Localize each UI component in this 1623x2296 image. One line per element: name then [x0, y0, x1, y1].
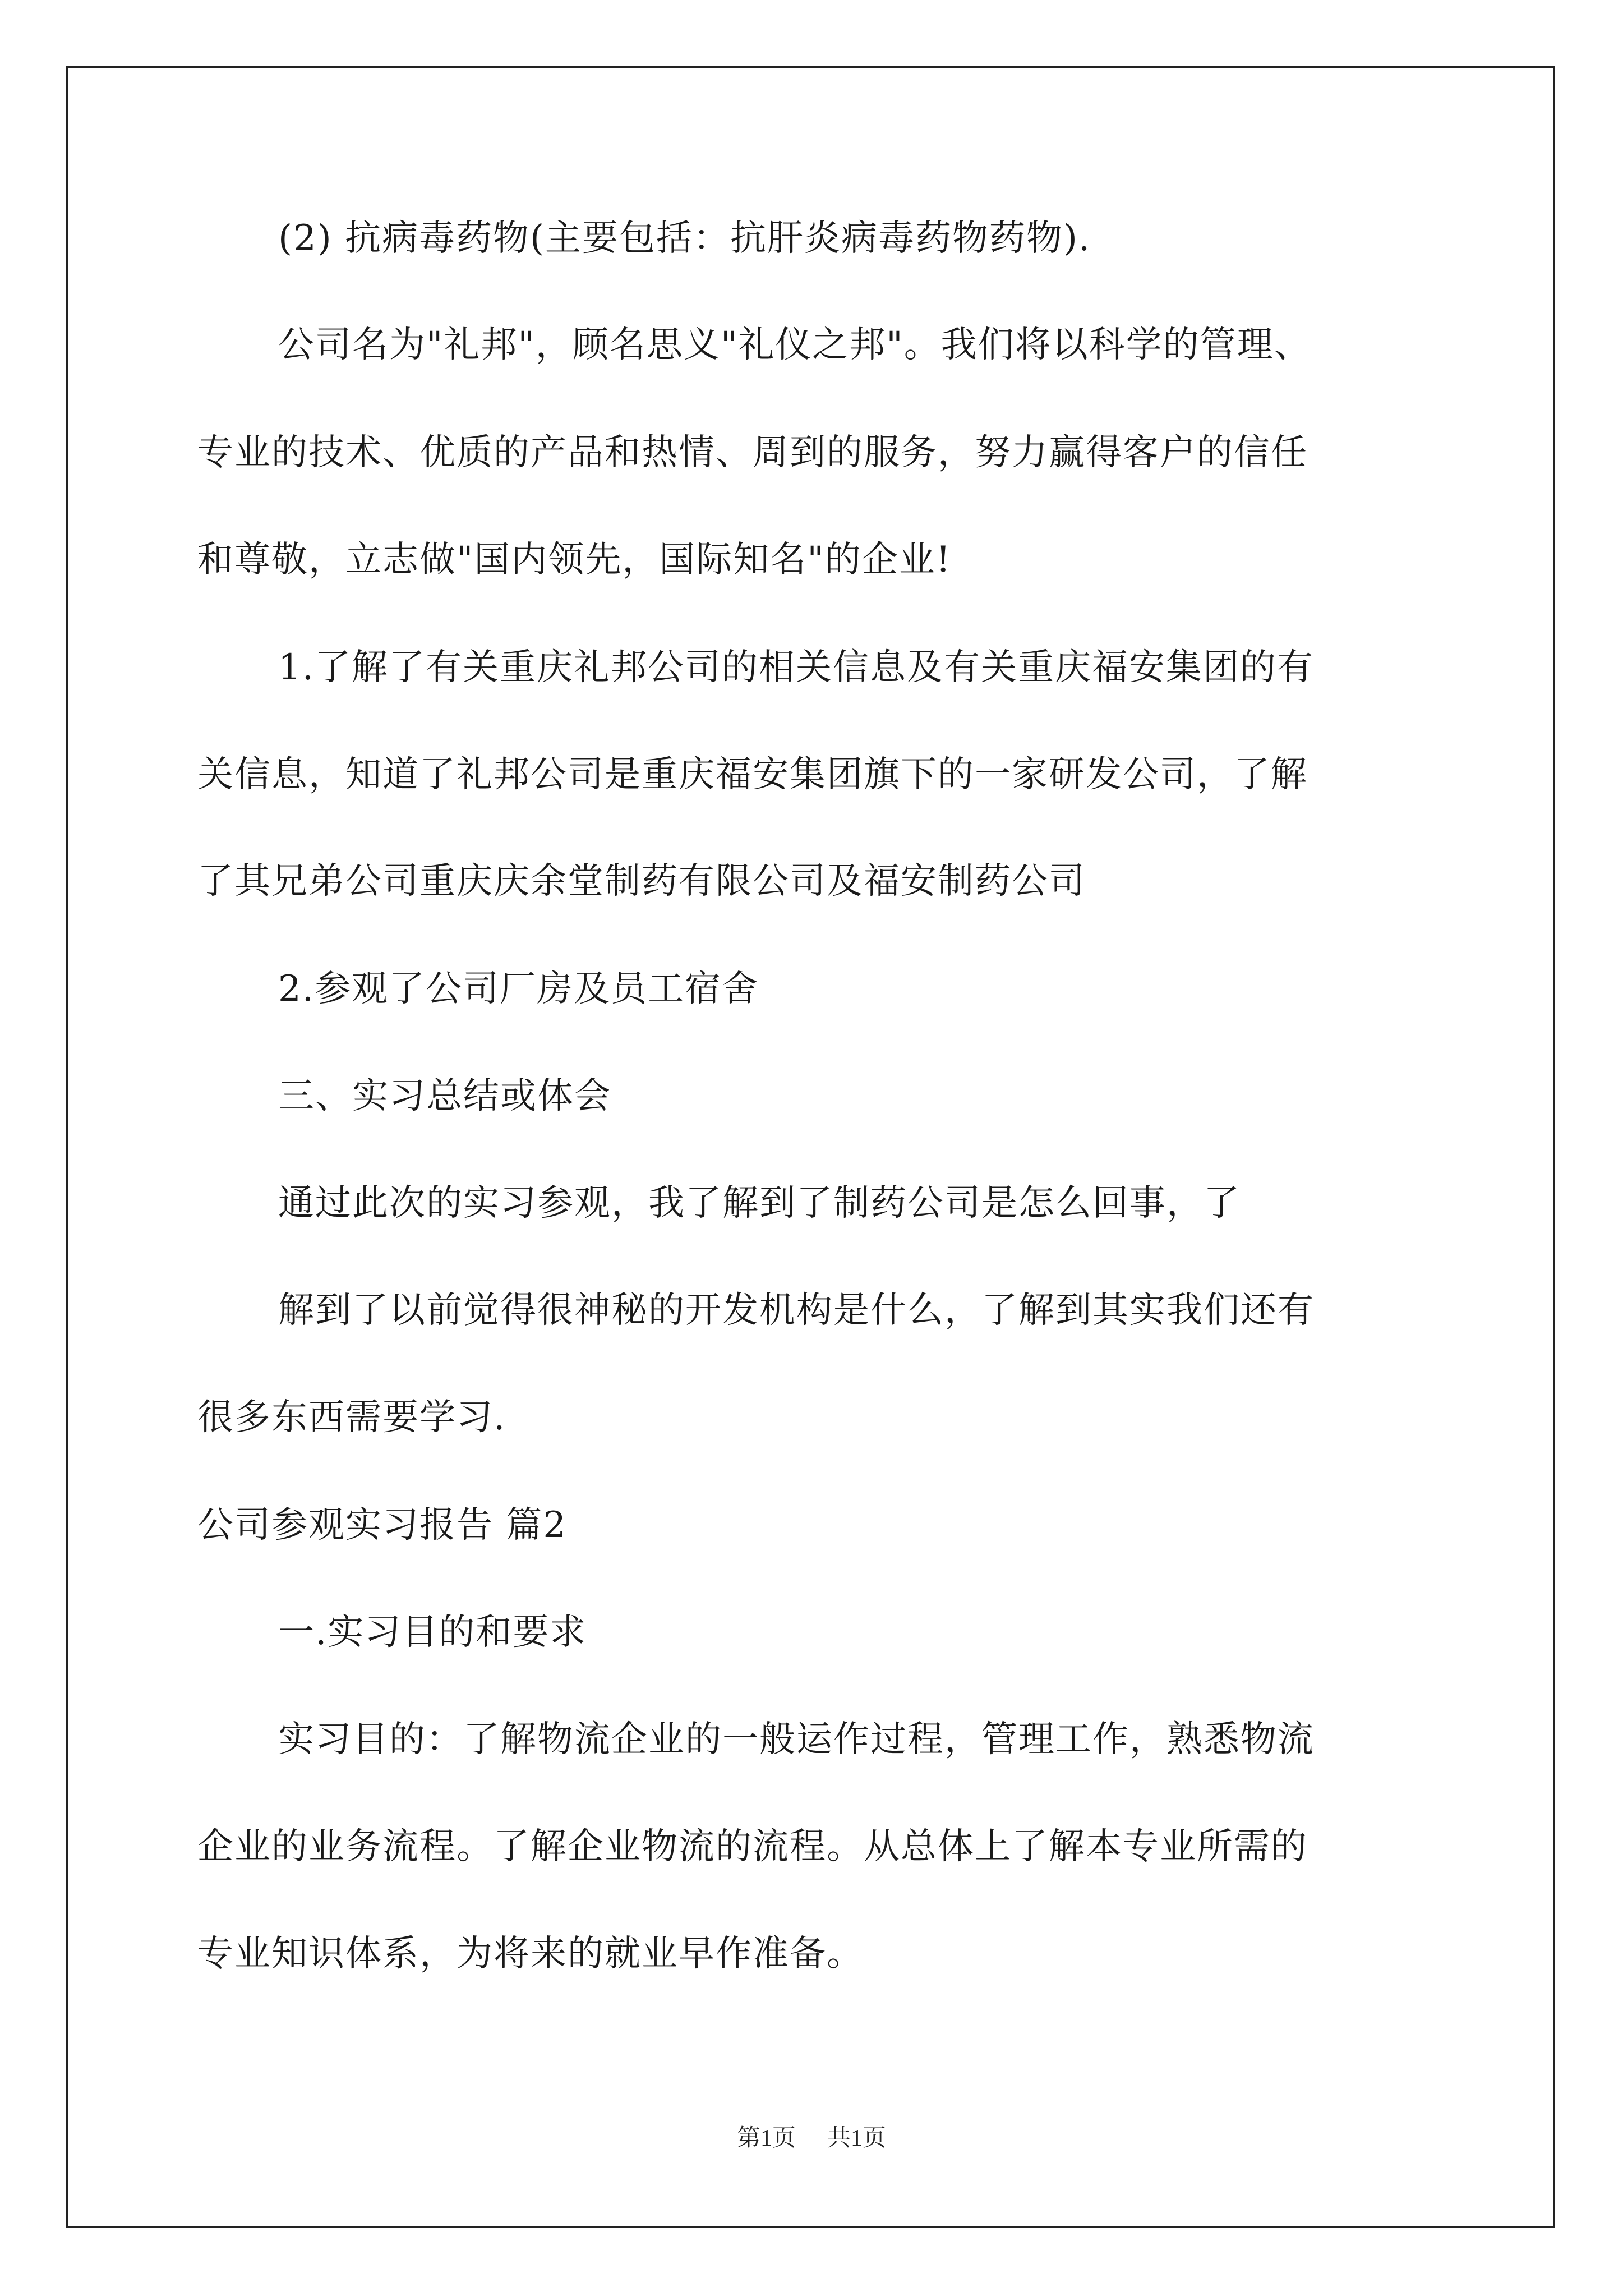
section-heading: 一.实习目的和要求 — [278, 1612, 587, 1653]
paragraph-line: 了其兄弟公司重庆庆余堂制药有限公司及福安制药公司 — [197, 861, 1086, 902]
paragraph-line: 2.参观了公司厂房及员工宿舍 — [278, 968, 759, 1010]
section-heading: 三、实习总结或体会 — [278, 1075, 611, 1117]
page-footer — [0, 2119, 1623, 2153]
paragraph-line: 专业的技术、优质的产品和热情、周到的服务，努力赢得客户的信任 — [197, 432, 1308, 473]
page-total: 共1页 — [827, 2125, 887, 2151]
paragraph-line: 企业的业务流程。了解企业物流的流程。从总体上了解本专业所需的 — [197, 1826, 1308, 1867]
paragraph-line: 公司名为"礼邦"，顾名思义"礼仪之邦"。我们将以科学的管理、 — [278, 324, 1311, 366]
article-heading: 公司参观实习报告 篇2 — [197, 1504, 568, 1546]
paragraph-line: 关信息，知道了礼邦公司是重庆福安集团旗下的一家研发公司，了解 — [197, 754, 1308, 795]
paragraph-line: 和尊敬，立志做"国内领先，国际知名"的企业! — [197, 539, 952, 581]
paragraph-line: 专业知识体系，为将来的就业早作准备。 — [197, 1933, 864, 1975]
paragraph-line: (2) 抗病毒药物(主要包括：抗肝炎病毒药物药物). — [278, 218, 1091, 259]
paragraph-line: 通过此次的实习参观，我了解到了制药公司是怎么回事，了 — [278, 1182, 1241, 1224]
paragraph-line: 解到了以前觉得很神秘的开发机构是什么，了解到其实我们还有 — [278, 1290, 1315, 1331]
paragraph-line: 实习目的：了解物流企业的一般运作过程，管理工作，熟悉物流 — [278, 1719, 1315, 1760]
paragraph-line: 很多东西需要学习. — [197, 1397, 506, 1438]
page-number: 第1页 — [736, 2125, 796, 2151]
page-border — [66, 66, 1555, 2228]
paragraph-line: 1.了解了有关重庆礼邦公司的相关信息及有关重庆福安集团的有 — [278, 647, 1315, 688]
